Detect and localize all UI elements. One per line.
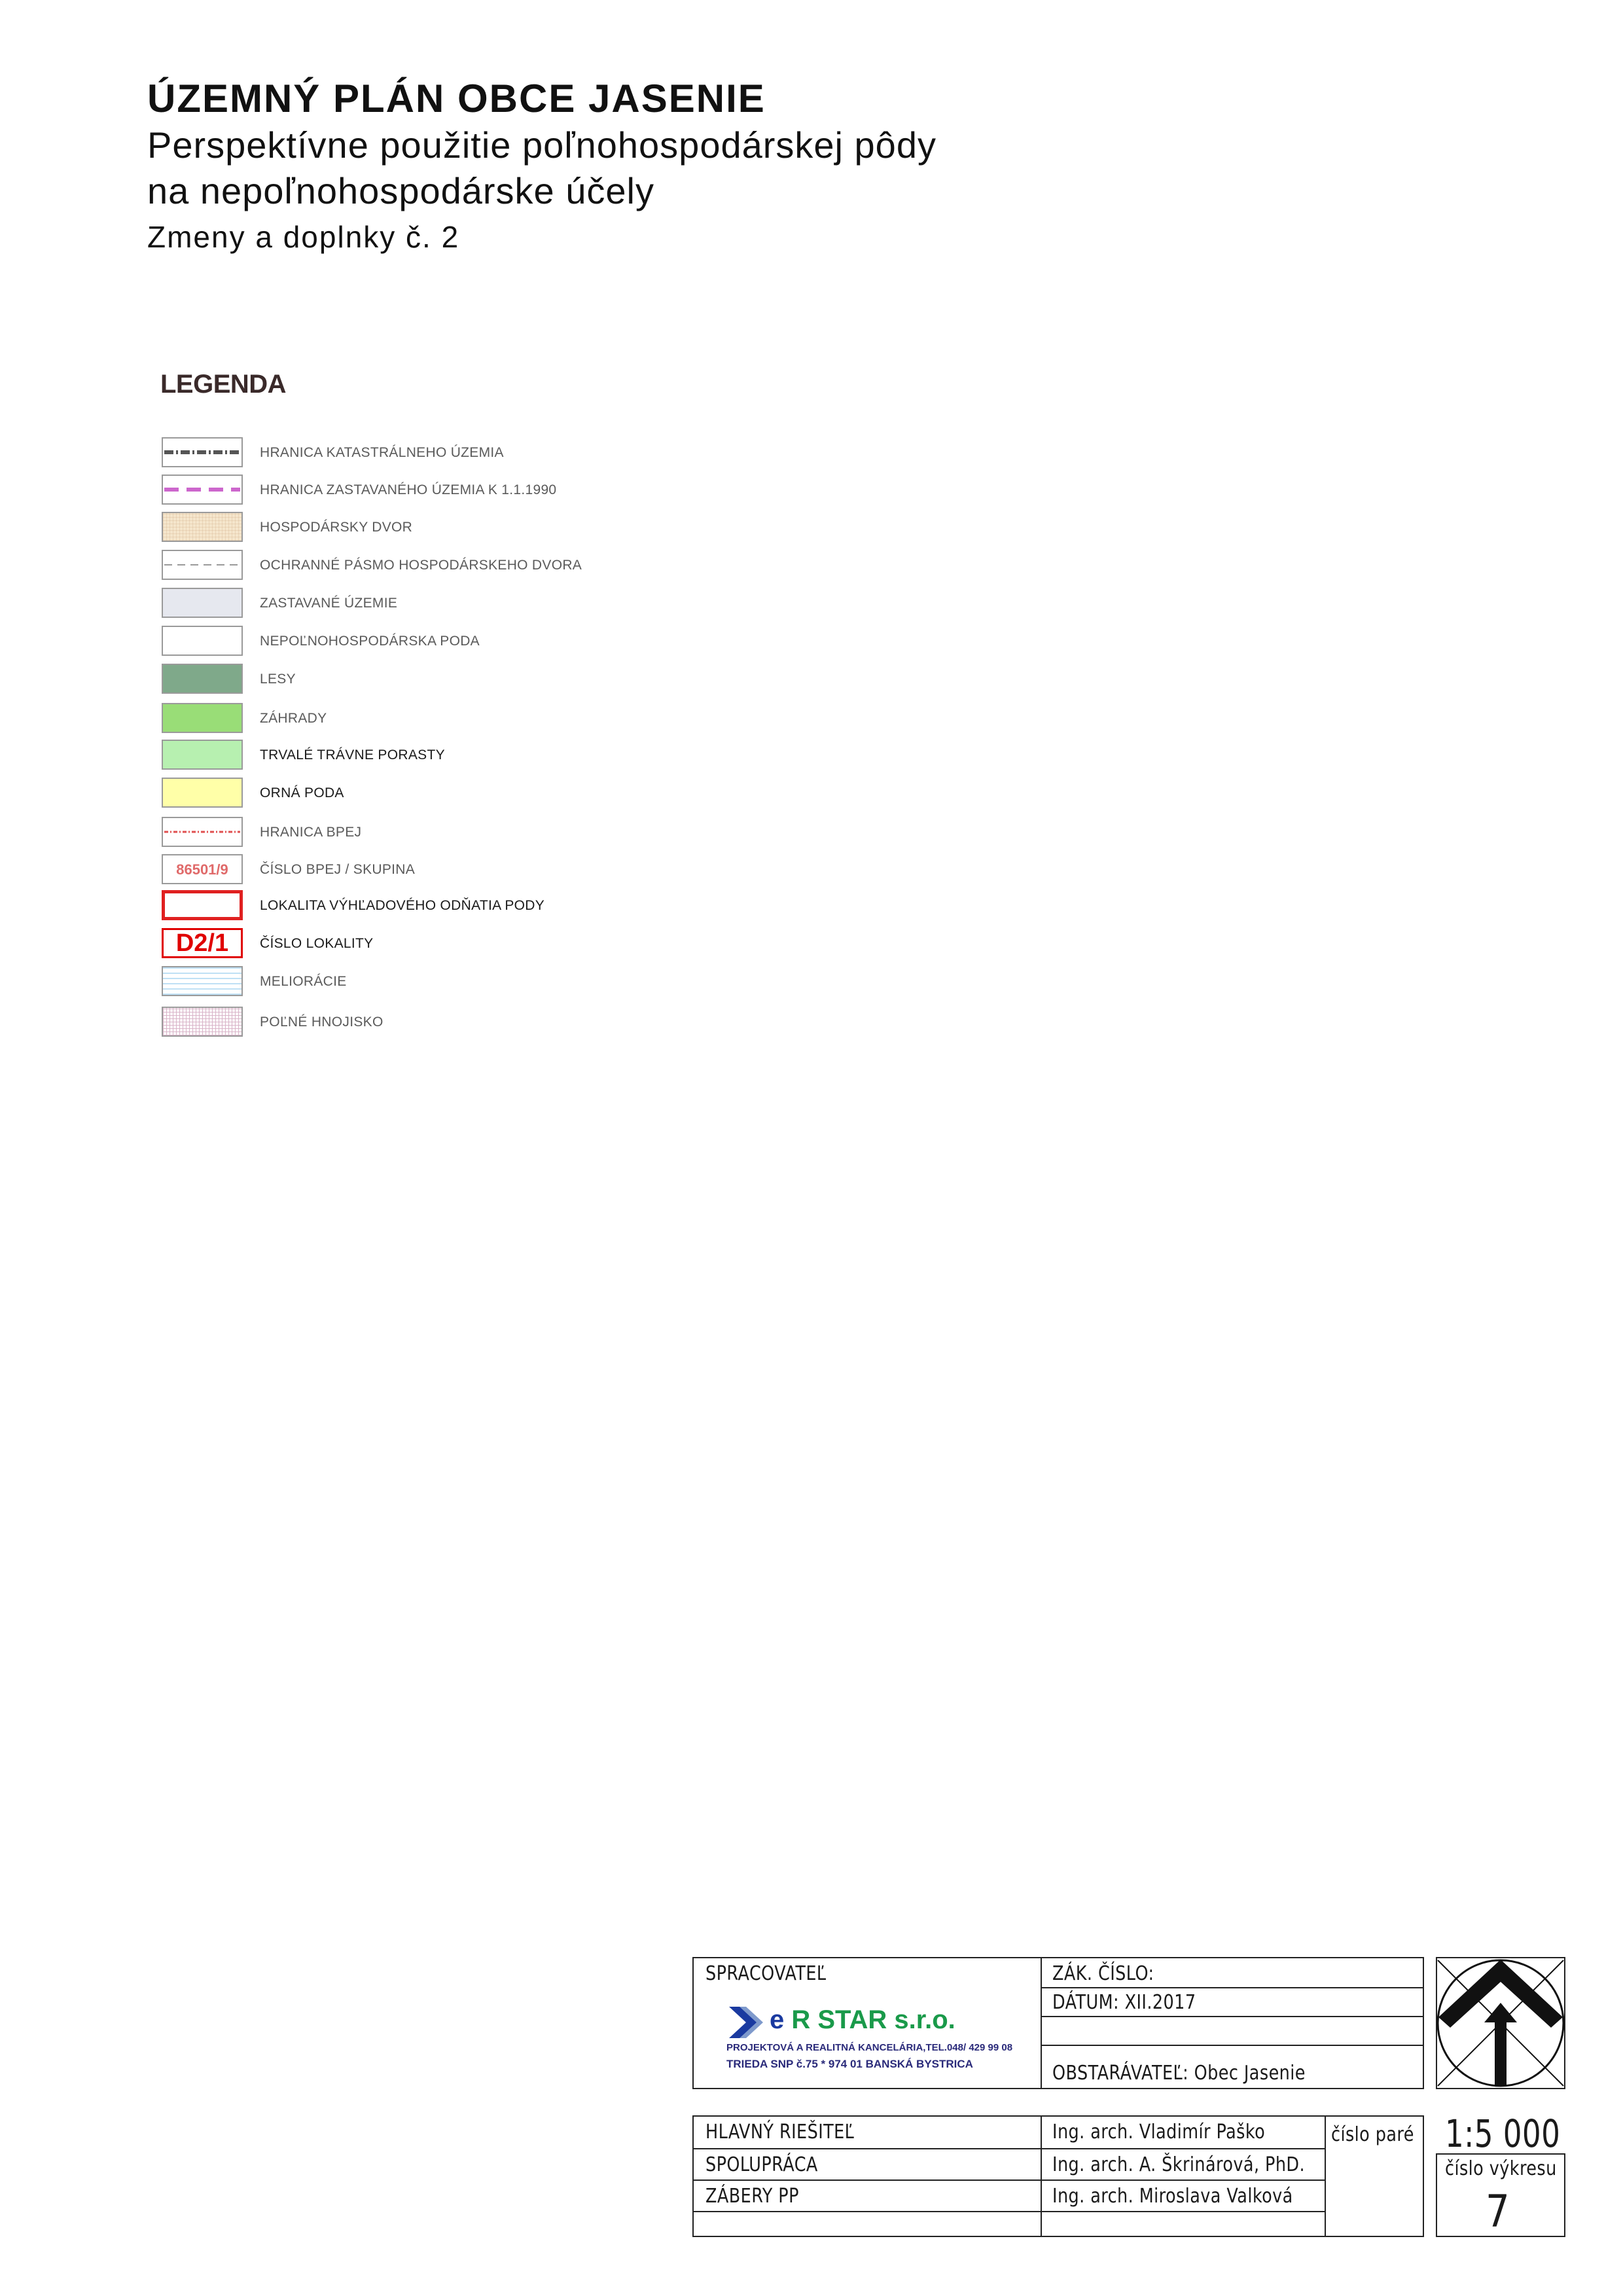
procurer: OBSTARÁVATEĽ: Obec Jasenie	[1052, 2062, 1306, 2085]
divider	[1041, 1957, 1042, 2089]
legend-item-bpej-boundary	[162, 817, 751, 850]
chief-designer-label: HLAVNÝ RIEŠITEĽ	[705, 2121, 855, 2144]
legend-swatch-locality-number	[162, 928, 243, 958]
legend-label: HRANICA KATASTRÁLNEHO ÚZEMIA	[260, 445, 504, 460]
legend-label: LESY	[260, 672, 296, 687]
legend-swatch-permanent-grassland	[162, 740, 243, 770]
legend-item-gardens	[162, 703, 751, 736]
legend-item-meliorations	[162, 966, 751, 999]
document-title: ÚZEMNÝ PLÁN OBCE JASENIE	[147, 77, 766, 120]
divider	[692, 2211, 1325, 2212]
scale: 1:5 000	[1445, 2111, 1561, 2156]
legend-swatch-built-up-area	[162, 588, 243, 618]
company-logo	[726, 2003, 1041, 2075]
legend-item-withdrawal-locality	[162, 890, 751, 923]
divider	[1325, 2115, 1326, 2237]
document-subtitle-line2: na nepoľnohospodárske účely	[147, 170, 654, 211]
divider	[1041, 2016, 1424, 2017]
cooperation: Ing. arch. A. Škrinárová, PhD.	[1052, 2153, 1306, 2176]
legend-title: LEGENDA	[160, 370, 287, 399]
legend-label: NEPOĽNOHOSPODÁRSKA PODA	[260, 634, 480, 649]
chief-designer: Ing. arch. Vladimír Paško	[1052, 2121, 1266, 2144]
legend-item-field-manure-heap	[162, 1007, 751, 1039]
legend-item-permanent-grassland	[162, 740, 751, 772]
legend-item-non-agricultural-land	[162, 626, 751, 658]
legend-item-locality-number	[162, 928, 751, 961]
company-address-line1: PROJEKTOVÁ A REALITNÁ KANCELÁRIA,TEL.048/ 429 99 08	[726, 2042, 1013, 2053]
legend-swatch-farmyard	[162, 512, 243, 542]
north-arrow-icon	[1436, 1957, 1565, 2089]
legend-swatch-farmyard-protection-zone	[162, 550, 243, 580]
document-subtitle-line3: Zmeny a doplnky č. 2	[147, 220, 460, 254]
drawing-number: 7	[1486, 2186, 1510, 2238]
legend-label: MELIORÁCIE	[260, 974, 347, 989]
legend-label: HOSPODÁRSKY DVOR	[260, 520, 413, 535]
cooperation-label: SPOLUPRÁCA	[705, 2153, 818, 2176]
divider	[1041, 2045, 1424, 2046]
spracovatel-label: SPRACOVATEĽ	[705, 1962, 827, 1985]
legend-item-forests	[162, 664, 751, 696]
legend-item-arable-land	[162, 778, 751, 810]
chevron-logo-icon	[726, 2004, 768, 2041]
legend-label: LOKALITA VÝHĽADOVÉHO ODŇATIA PODY	[260, 898, 545, 913]
legend-swatch-built-up-boundary-1990	[162, 475, 243, 505]
legend-swatch-gardens	[162, 703, 243, 733]
company-address-line2: TRIEDA SNP č.75 * 974 01 BANSKÁ BYSTRICA	[726, 2058, 973, 2070]
legend-item-cadastral-boundary	[162, 437, 751, 470]
land-take-label: ZÁBERY PP	[705, 2185, 799, 2208]
legend-item-farmyard-protection-zone	[162, 550, 751, 583]
legend-item-bpej-number	[162, 854, 751, 887]
legend-label: ČÍSLO LOKALITY	[260, 936, 374, 951]
date: DÁTUM: XII.2017	[1052, 1991, 1196, 2014]
legend-swatch-arable-land	[162, 778, 243, 808]
legend-swatch-cadastral-boundary	[162, 437, 243, 467]
divider	[692, 2148, 1325, 2149]
legend-swatch-bpej-number	[162, 854, 243, 884]
legend-label: HRANICA ZASTAVANÉHO ÚZEMIA K 1.1.1990	[260, 482, 557, 497]
legend-item-built-up-area	[162, 588, 751, 620]
divider	[1041, 2115, 1042, 2237]
legend-swatch-bpej-boundary	[162, 817, 243, 847]
land-take: Ing. arch. Miroslava Valková	[1052, 2185, 1293, 2208]
legend-label: ZASTAVANÉ ÚZEMIE	[260, 596, 398, 611]
locality-number-sample: D2/1	[175, 929, 229, 957]
document-subtitle-line1: Perspektívne použitie poľnohospodárskej pôdy	[147, 124, 936, 166]
company-name: e R STAR s.r.o.	[770, 2005, 955, 2034]
legend-item-built-up-boundary-1990	[162, 475, 751, 507]
legend-swatch-non-agricultural-land	[162, 626, 243, 656]
copy-number-label: číslo paré	[1331, 2123, 1414, 2146]
legend-label: POĽNÉ HNOJISKO	[260, 1014, 383, 1030]
legend-swatch-field-manure-heap	[162, 1007, 243, 1037]
legend-swatch-meliorations	[162, 966, 243, 996]
contract-number: ZÁK. ČÍSLO:	[1052, 1962, 1154, 1985]
divider	[692, 2179, 1325, 2181]
legend-label: ORNÁ PODA	[260, 785, 344, 800]
legend-label: OCHRANNÉ PÁSMO HOSPODÁRSKEHO DVORA	[260, 558, 582, 573]
legend-item-farmyard	[162, 512, 751, 545]
legend-label: ZÁHRADY	[260, 711, 327, 726]
legend-swatch-withdrawal-locality	[162, 890, 243, 920]
bpej-number-sample: 86501/9	[176, 861, 228, 878]
legend-label: ČÍSLO BPEJ / SKUPINA	[260, 862, 416, 877]
legend-label: TRVALÉ TRÁVNE PORASTY	[260, 747, 445, 762]
legend-swatch-forests	[162, 664, 243, 694]
divider	[1041, 1987, 1424, 1988]
legend-label: HRANICA BPEJ	[260, 825, 362, 840]
document-header	[147, 75, 936, 260]
drawing-number-label: číslo výkresu	[1445, 2157, 1557, 2180]
